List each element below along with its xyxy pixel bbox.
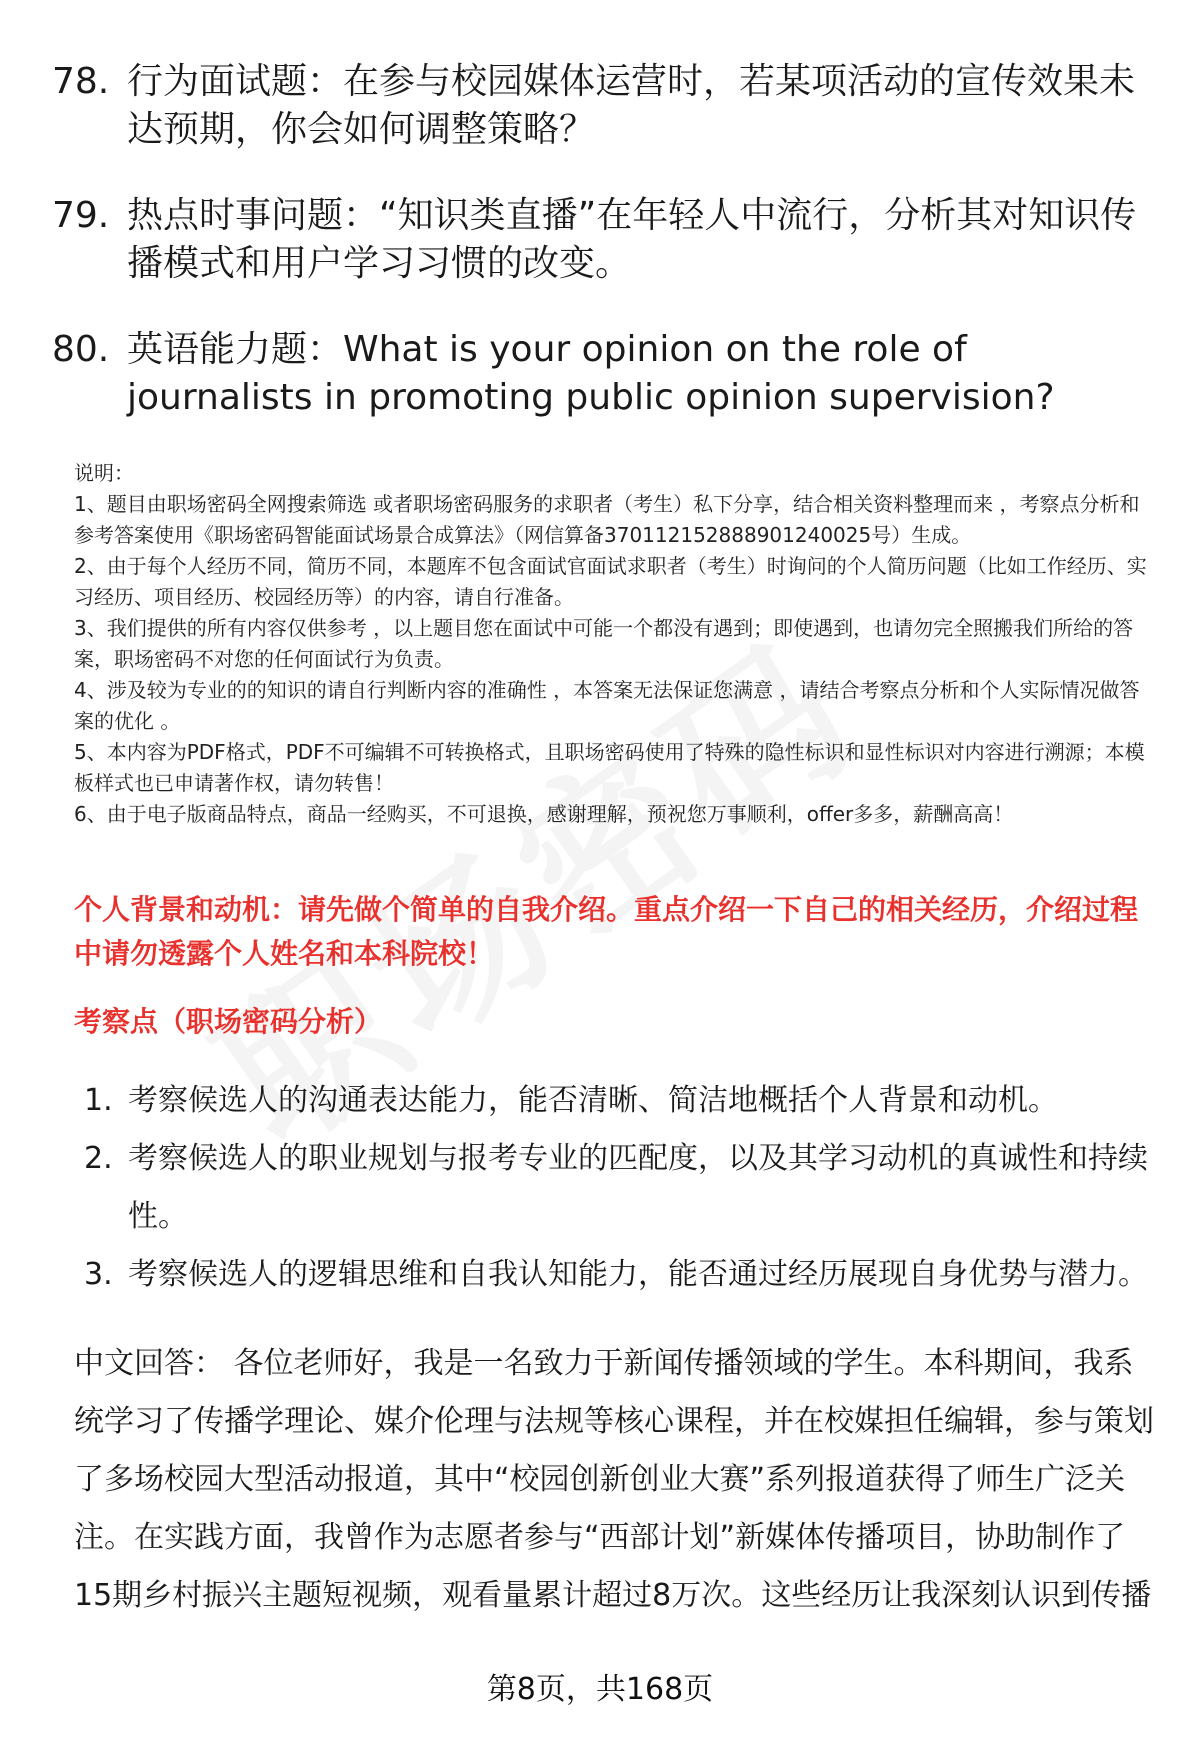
page-footer: 第8页，共168页 [486,1672,714,1707]
note-item: 5、本内容为PDF格式，PDF不可编辑不可转换格式，且职场密码使用了特殊的隐性标识和显性标识对内容进行溯源；本模板样式也已申请著作权，请勿转售！ [74,740,1145,795]
note-item: 6、由于电子版商品特点，商品一经购买，不可退换，感谢理解，预祝您万事顺利，offer多多，薪酬高高！ [74,802,1014,826]
note-item: 3、我们提供的所有内容仅供参考 ，以上题目您在面试中可能一个都没有遇到；即使遇到，也请勿完全照搬我们所给的答案，职场密码不对您的任何面试行为负责。 [74,616,1134,671]
question-list [52,58,1152,460]
analysis-heading: 考察点（职场密码分析） [74,1005,383,1038]
question-number: 78. [52,61,110,102]
note-item: 4、涉及较为专业的的知识的请自行判断内容的准确性 ，本答案无法保证您满意 ，请结合考察点分析和个人实际情况做答案的优化 。 [74,678,1140,733]
question-text: 行为面试题：在参与校园媒体运营时，若某项活动的宣传效果未达预期，你会如何调整策略？ [127,61,1136,150]
point-text: 考察候选人的逻辑思维和自我认知能力，能否通过经历展现自身优势与潜力。 [128,1257,1148,1292]
point-text: 考察候选人的职业规划与报考专业的匹配度，以及其学习动机的真诚性和持续性。 [128,1141,1148,1234]
notes-section [74,458,1154,830]
note-item: 1、题目由职场密码全网搜索筛选 或者职场密码服务的求职者（考生）私下分享，结合相关资料整理而来 ，考察点分析和参考答案使用《职场密码智能面试场景合成算法》（网信算备370112152888901240025号）生成。 [74,492,1140,547]
notes-title: 说明： [74,461,134,485]
note-item: 2、由于每个人经历不同，简历不同，本题库不包含面试官面试求职者（考生）时询问的个人简历问题（比如工作经历、实习经历、项目经历、校园经历等）的内容，请自行准备。 [74,554,1147,609]
point-number: 1. [84,1083,113,1118]
point-item [84,1072,1154,1130]
point-item [84,1246,1154,1304]
point-number: 3. [84,1257,113,1292]
analysis-points [84,1072,1154,1304]
question-number: 80. [52,329,110,370]
question-text: 英语能力题：What is your opinion on the role of journalists in promoting public opinion supervision? [127,329,1055,418]
answer-section [74,1335,1154,1625]
question-item [52,192,1152,288]
point-text: 考察候选人的沟通表达能力，能否清晰、简洁地概括个人背景和动机。 [128,1083,1058,1118]
section-heading: 个人背景和动机：请先做个简单的自我介绍。重点介绍一下自己的相关经历，介绍过程中请勿透露个人姓名和本科院校！ [74,893,1139,970]
question-item [52,58,1152,154]
point-item [84,1130,1154,1246]
question-text: 热点时事问题：“知识类直播”在年轻人中流行，分析其对知识传播模式和用户学习习惯的改变。 [127,195,1137,284]
question-number: 79. [52,195,110,236]
point-number: 2. [84,1141,113,1176]
answer-text: 中文回答： 各位老师好，我是一名致力于新闻传播领域的学生。本科期间，我系统学习了传播学理论、媒介伦理与法规等核心课程，并在校媒担任编辑，参与策划了多场校园大型活动报道，其中“校园创新创业大赛”系列报道获得了师生广泛关注。在实践方面，我曾作为志愿者参与“西部计划”新媒体传播项目，协助制作了15期乡村振兴主题短视频，观看量累计超过8万次。这些经历让我深刻认识到传播 [74,1346,1154,1613]
question-item [52,326,1152,422]
